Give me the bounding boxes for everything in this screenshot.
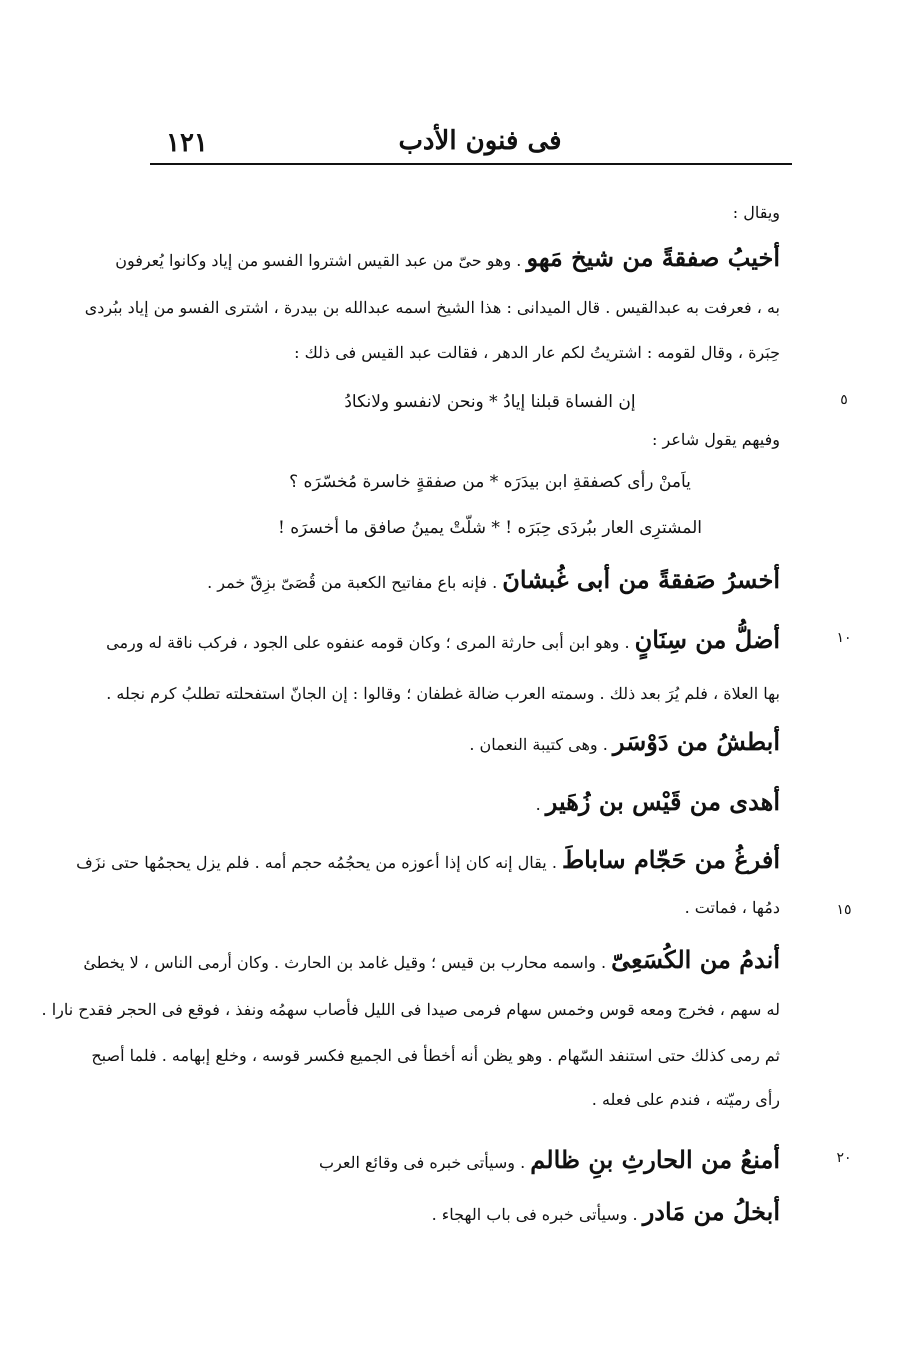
text-line: له سهم ، فخرج ومعه قوس وخمس سهام فرمى صيدا فى الليل فأصاب سهمُه ونفذ ، فوقع فى الحجر فقدح نارا .: [41, 1000, 780, 1019]
proverb-entry: أندمُ من الكُسَعِىّ . واسمه محارب بن قيس ؛ وقيل غامد بن الحارث . وكان أرمى الناس ، لا يخطئ: [83, 945, 780, 974]
text-line: حِبَرة ، وقال لقومه : اشتريتُ لكم عار الدهر ، فقالت عبد القيس فى ذلك :: [294, 343, 780, 362]
proverb-head: أخيبُ صفقةً من شيخ مَهو: [526, 243, 780, 272]
proverb-entry: أخسرُ صَفقةً من أبى غُبشانَ . فإنه باع مفاتيح الكعبة من قُصَىّ بزِقّ خمر .: [207, 565, 780, 594]
proverb-entry: أمنعُ من الحارثِ بنِ ظالم . وسيأتى خبره فى وقائع العرب: [319, 1145, 780, 1174]
page-number: ١٢١: [166, 128, 208, 158]
proverb-head: أبطشُ من دَوْسَر: [612, 727, 780, 756]
running-title: فى فنون الأدب: [398, 126, 562, 156]
text-line: رأى رميّته ، فندم على فعله .: [591, 1090, 780, 1109]
verse-line: المشترِى العار ببُردَى حِبَرَه ! * شلّتْ يمينُ صافق ما أخسرَه !: [278, 518, 702, 538]
line-number: ١٠: [836, 630, 852, 646]
proverb-entry: أبخلُ من مَادر . وسيأتى خبره فى باب الهجاء .: [431, 1197, 780, 1226]
text-line: ويقال :: [732, 203, 780, 222]
verse-line: إن الفساة قبلنا إيادُ * ونحن لانفسو ولانكادُ: [344, 392, 636, 412]
page-header: [150, 118, 792, 168]
header-rule: [150, 163, 792, 165]
verse-line: ياَمنْ رأى كصفقةِ ابن بيدَرَه * من صفقةٍ خاسرة مُخسّرَه ؟: [289, 472, 691, 492]
proverb-entry: أفرغُ من حَجّام ساباطَ . يقال إنه كان إذا أعوزه من يحجُمُه حجم أمه . فلم يزل يحجمُها حتى نزَف: [76, 845, 780, 874]
line-number: ٥: [840, 392, 848, 408]
proverb-entry: أضلُّ من سِنَانٍ . وهو ابن أبى حارثة المرى ؛ وكان قومه عنفوه على الجود ، فركب ناقة له ورمى: [106, 625, 780, 654]
text-line: دمُها ، فماتت .: [684, 898, 780, 917]
proverb-entry: أخيبُ صفقةً من شيخ مَهو . وهو حىّ من عبد القيس اشتروا الفسو من إياد وكانوا يُعرفون: [115, 243, 780, 272]
proverb-head: أخسرُ صَفقةً من أبى غُبشانَ: [502, 565, 780, 594]
proverb-head: أبخلُ من مَادر: [642, 1197, 780, 1226]
proverb-entry: أهدى من قَيْس بن زُهَير .: [535, 787, 780, 816]
proverb-head: أضلُّ من سِنَانٍ: [634, 625, 780, 654]
text-line: بها العلاة ، فلم يُرَ بعد ذلك . وسمته العرب ضالة غطفان ؛ وقالوا : إن الجانّ استفحلته تطلبُ كرم نجله .: [106, 684, 780, 703]
text-line: به ، فعرفت به عبدالقيس . قال الميدانى : هذا الشيخ اسمه عبدالله بن بيدرة ، اشترى الفسو من إياد ببُردى: [84, 298, 780, 317]
text-line: ثم رمى كذلك حتى استنفد السّهام . وهو يظن أنه أخطأ فى الجميع فكسر قوسه ، وخلع إبهامه . فلما أصبح: [91, 1046, 780, 1065]
proverb-head: أهدى من قَيْس بن زُهَير: [545, 787, 780, 816]
line-number: ٢٠: [836, 1150, 852, 1166]
proverb-head: أفرغُ من حَجّام ساباطَ: [561, 845, 780, 874]
proverb-head: أمنعُ من الحارثِ بنِ ظالم: [530, 1145, 780, 1174]
line-number: ١٥: [836, 902, 852, 918]
text-line: وفيهم يقول شاعر :: [652, 430, 780, 449]
proverb-head: أندمُ من الكُسَعِىّ: [611, 945, 780, 974]
proverb-entry: أبطشُ من دَوْسَر . وهى كتيبة النعمان .: [469, 727, 780, 756]
